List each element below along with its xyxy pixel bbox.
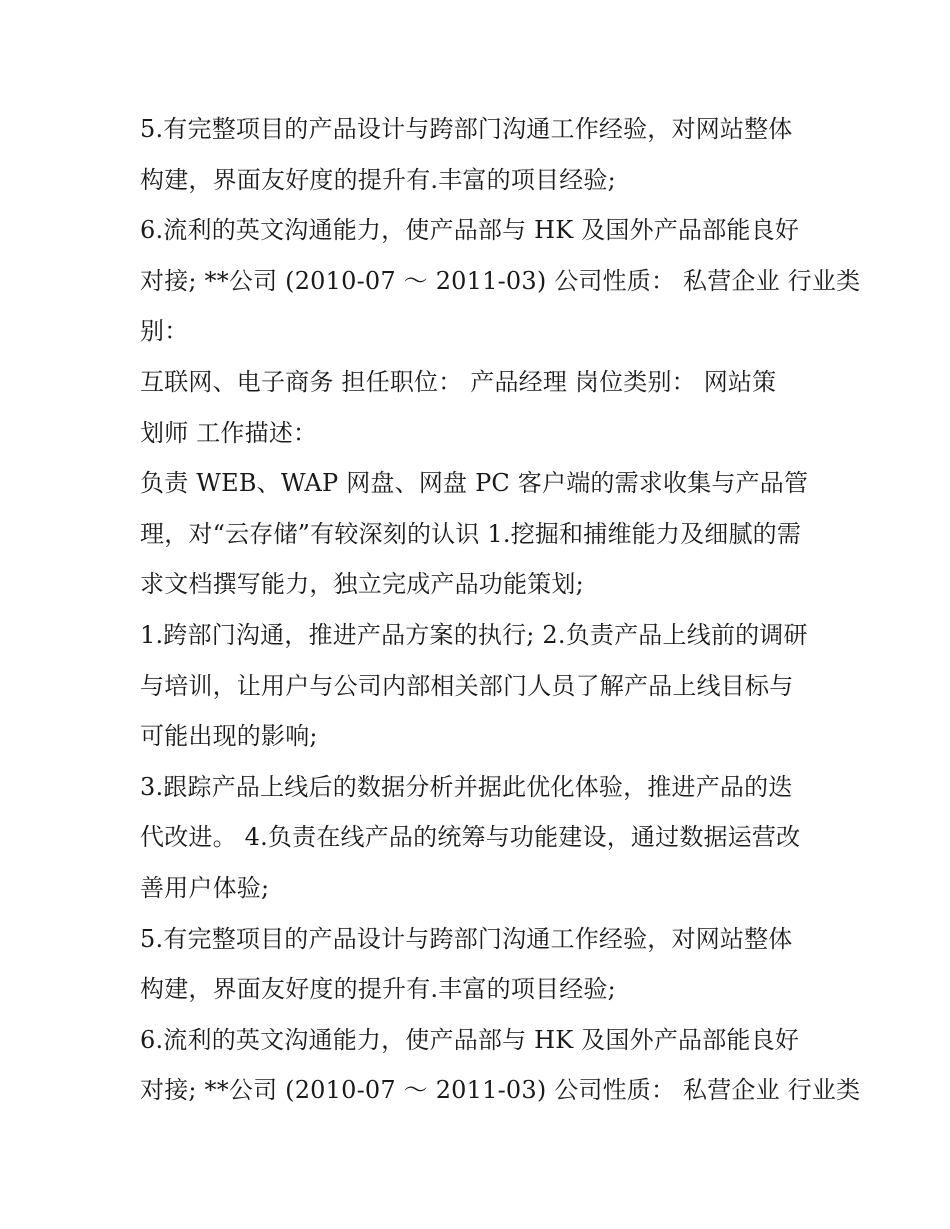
text-line: 善用户体验; bbox=[140, 873, 270, 902]
text-line: 理，对“云存储”有较深刻的认识 1.挖掘和捕维能力及细腻的需 bbox=[140, 519, 802, 548]
text-line: 别： bbox=[140, 317, 189, 346]
text-line: 对接; **公司 (2010-07 ～ 2011-03) 公司性质： 私营企业 行业类 bbox=[140, 1076, 861, 1105]
text-line: 划师 工作描述： bbox=[140, 418, 318, 447]
text-line: 6.流利的英文沟通能力，使产品部与 HK 及国外产品部能良好 bbox=[140, 1025, 800, 1054]
text-line: 5.有完整项目的产品设计与跨部门沟通工作经验，对网站整体 bbox=[140, 115, 793, 143]
text-line: 与培训，让用户与公司内部相关部门人员了解产品上线目标与 bbox=[140, 671, 794, 700]
text-line: 负责 WEB、WAP 网盘、网盘 PC 客户端的需求收集与产品管 bbox=[140, 469, 809, 498]
text-line: 6.流利的英文沟通能力，使产品部与 HK 及国外产品部能良好 bbox=[140, 216, 800, 245]
text-line: 代改进。 4.负责在线产品的统筹与功能建设，通过数据运营改 bbox=[140, 823, 801, 852]
text-line: 对接; **公司 (2010-07 ～ 2011-03) 公司性质： 私营企业 行业类 bbox=[140, 266, 861, 295]
text-line: 可能出现的影响; bbox=[140, 722, 318, 751]
document-body bbox=[140, 104, 861, 1116]
text-line: 构建，界面友好度的提升有.丰富的项目经验; bbox=[140, 165, 616, 194]
text-line: 1.跨部门沟通，推进产品方案的执行; 2.负责产品上线前的调研 bbox=[140, 620, 808, 649]
text-line: 互联网、电子商务 担任职位： 产品经理 岗位类别： 网站策 bbox=[140, 367, 777, 396]
text-line: 5.有完整项目的产品设计与跨部门沟通工作经验，对网站整体 bbox=[140, 924, 793, 953]
text-line: 构建，界面友好度的提升有.丰富的项目经验; bbox=[140, 975, 616, 1004]
text-line: 求文档撰写能力，独立完成产品功能策划; bbox=[140, 570, 584, 599]
text-line: 3.跟踪产品上线后的数据分析并据此优化体验，推进产品的迭 bbox=[140, 772, 793, 801]
